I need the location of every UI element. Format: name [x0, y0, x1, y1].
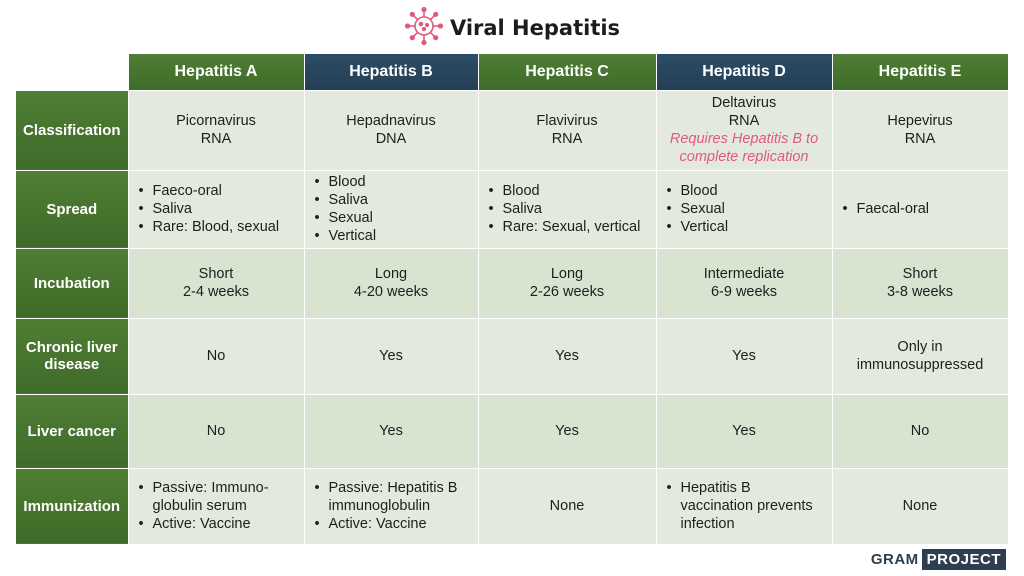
table-row	[16, 90, 1008, 170]
cell-line: None	[549, 498, 585, 514]
cell-spread-3	[656, 170, 832, 248]
list-item: • Blood	[487, 182, 650, 200]
list-item: • Active: Vaccine	[313, 515, 472, 533]
cell-cancer-2	[478, 394, 656, 468]
cell-chronic-1	[304, 318, 478, 394]
cell-immunization-0	[128, 468, 304, 544]
row-header-classification: Classification	[16, 90, 128, 170]
cell-line: 2-26 weeks	[529, 284, 605, 300]
cell-cancer-0	[128, 394, 304, 468]
table-row	[16, 318, 1008, 394]
cell-line: Hepevirus	[887, 113, 953, 129]
cell-chronic-0	[128, 318, 304, 394]
cell-spread-4	[832, 170, 1008, 248]
bullet-list	[313, 479, 472, 533]
cell-line: No	[206, 423, 226, 439]
list-item: • Active: Vaccine	[137, 515, 298, 533]
cell-line: Yes	[732, 348, 756, 364]
cell-immunization-2	[478, 468, 656, 544]
cell-incubation-1	[304, 248, 478, 318]
col-header-hep-b: Hepatitis B	[304, 54, 478, 90]
cell-spread-1	[304, 170, 478, 248]
bullet-list	[487, 182, 650, 236]
cell-classification-0	[128, 90, 304, 170]
cell-cancer-4	[832, 394, 1008, 468]
list-item: • Hepatitis B vaccination prevents infection	[665, 479, 826, 533]
cell-immunization-1	[304, 468, 478, 544]
list-item: • Sexual	[665, 200, 826, 218]
cell-line: Yes	[379, 348, 403, 364]
cell-classification-2	[478, 90, 656, 170]
cell-chronic-2	[478, 318, 656, 394]
list-item: • Rare: Blood, sexual	[137, 218, 298, 236]
gram-project-logo: GRAM PROJECT	[871, 549, 1006, 570]
bullet-list	[841, 200, 1002, 218]
virus-icon	[404, 6, 444, 51]
row-header-cancer: Liver cancer	[16, 394, 128, 468]
col-header-hep-d: Hepatitis D	[656, 54, 832, 90]
page-title: Viral Hepatitis	[449, 16, 621, 40]
list-item: • Blood	[313, 173, 472, 191]
list-item: • Vertical	[665, 218, 826, 236]
row-header-incubation: Incubation	[16, 248, 128, 318]
bullet-list	[137, 182, 298, 236]
cell-cancer-3	[656, 394, 832, 468]
table-row	[16, 248, 1008, 318]
list-item: • Saliva	[487, 200, 650, 218]
cell-line: None	[902, 498, 938, 514]
replication-note: complete replication	[679, 149, 809, 165]
hepatitis-comparison-table	[16, 54, 1009, 545]
cell-classification-3	[656, 90, 832, 170]
cell-line: Hepadnavirus	[346, 113, 436, 129]
cell-immunization-3	[656, 468, 832, 544]
row-header-immunization: Immunization	[16, 468, 128, 544]
cell-incubation-2	[478, 248, 656, 318]
list-item: • Rare: Sexual, vertical	[487, 218, 650, 236]
cell-incubation-3	[656, 248, 832, 318]
table-row	[16, 170, 1008, 248]
cell-line: Yes	[555, 348, 579, 364]
cell-line: Yes	[379, 423, 403, 439]
cell-chronic-4	[832, 318, 1008, 394]
cell-line: Intermediate	[703, 266, 785, 282]
list-item: • Passive: Hepatitis B immunoglobulin	[313, 479, 472, 515]
cell-line: No	[910, 423, 930, 439]
cell-classification-4	[832, 90, 1008, 170]
cell-line: 2-4 weeks	[182, 284, 250, 300]
bullet-list	[665, 479, 826, 533]
cell-line: Short	[902, 266, 938, 282]
list-item: • Passive: Immuno- globulin serum	[137, 479, 298, 515]
list-item: • Saliva	[313, 191, 472, 209]
cell-line: Yes	[732, 423, 756, 439]
cell-line: Yes	[555, 423, 579, 439]
cell-line: Long	[550, 266, 584, 282]
cell-cancer-1	[304, 394, 478, 468]
table-row	[16, 394, 1008, 468]
cell-line: RNA	[728, 113, 760, 129]
col-header-hep-a: Hepatitis A	[128, 54, 304, 90]
corner-cell	[16, 54, 128, 90]
cell-immunization-4	[832, 468, 1008, 544]
cell-line: Short	[198, 266, 234, 282]
list-item: • Faeco-oral	[137, 182, 298, 200]
list-item: • Saliva	[137, 200, 298, 218]
list-item: • Vertical	[313, 227, 472, 245]
row-header-spread: Spread	[16, 170, 128, 248]
cell-line: immunosuppressed	[856, 357, 984, 373]
cell-line: RNA	[551, 131, 583, 147]
bullet-list	[137, 479, 298, 533]
col-header-hep-c: Hepatitis C	[478, 54, 656, 90]
row-header-chronic: Chronic liver disease	[16, 318, 128, 394]
cell-line: Long	[374, 266, 408, 282]
list-item: • Faecal-oral	[841, 200, 1002, 218]
cell-line: Deltavirus	[711, 95, 777, 111]
cell-line: No	[206, 348, 226, 364]
cell-line: 3-8 weeks	[886, 284, 954, 300]
cell-incubation-4	[832, 248, 1008, 318]
cell-chronic-3	[656, 318, 832, 394]
cell-classification-1	[304, 90, 478, 170]
replication-note: Requires Hepatitis B to	[669, 131, 819, 147]
list-item: • Sexual	[313, 209, 472, 227]
title-bar	[0, 8, 1024, 48]
cell-line: DNA	[375, 131, 407, 147]
cell-line: RNA	[200, 131, 232, 147]
bullet-list	[313, 173, 472, 245]
table-row	[16, 468, 1008, 544]
cell-spread-2	[478, 170, 656, 248]
bullet-list	[665, 182, 826, 236]
cell-line: RNA	[904, 131, 936, 147]
cell-line: 6-9 weeks	[710, 284, 778, 300]
cell-line: Picornavirus	[176, 113, 256, 129]
cell-line: Only in	[897, 339, 943, 355]
cell-incubation-0	[128, 248, 304, 318]
cell-line: Flavivirus	[536, 113, 598, 129]
cell-line: 4-20 weeks	[353, 284, 429, 300]
col-header-hep-e: Hepatitis E	[832, 54, 1008, 90]
list-item: • Blood	[665, 182, 826, 200]
cell-spread-0	[128, 170, 304, 248]
